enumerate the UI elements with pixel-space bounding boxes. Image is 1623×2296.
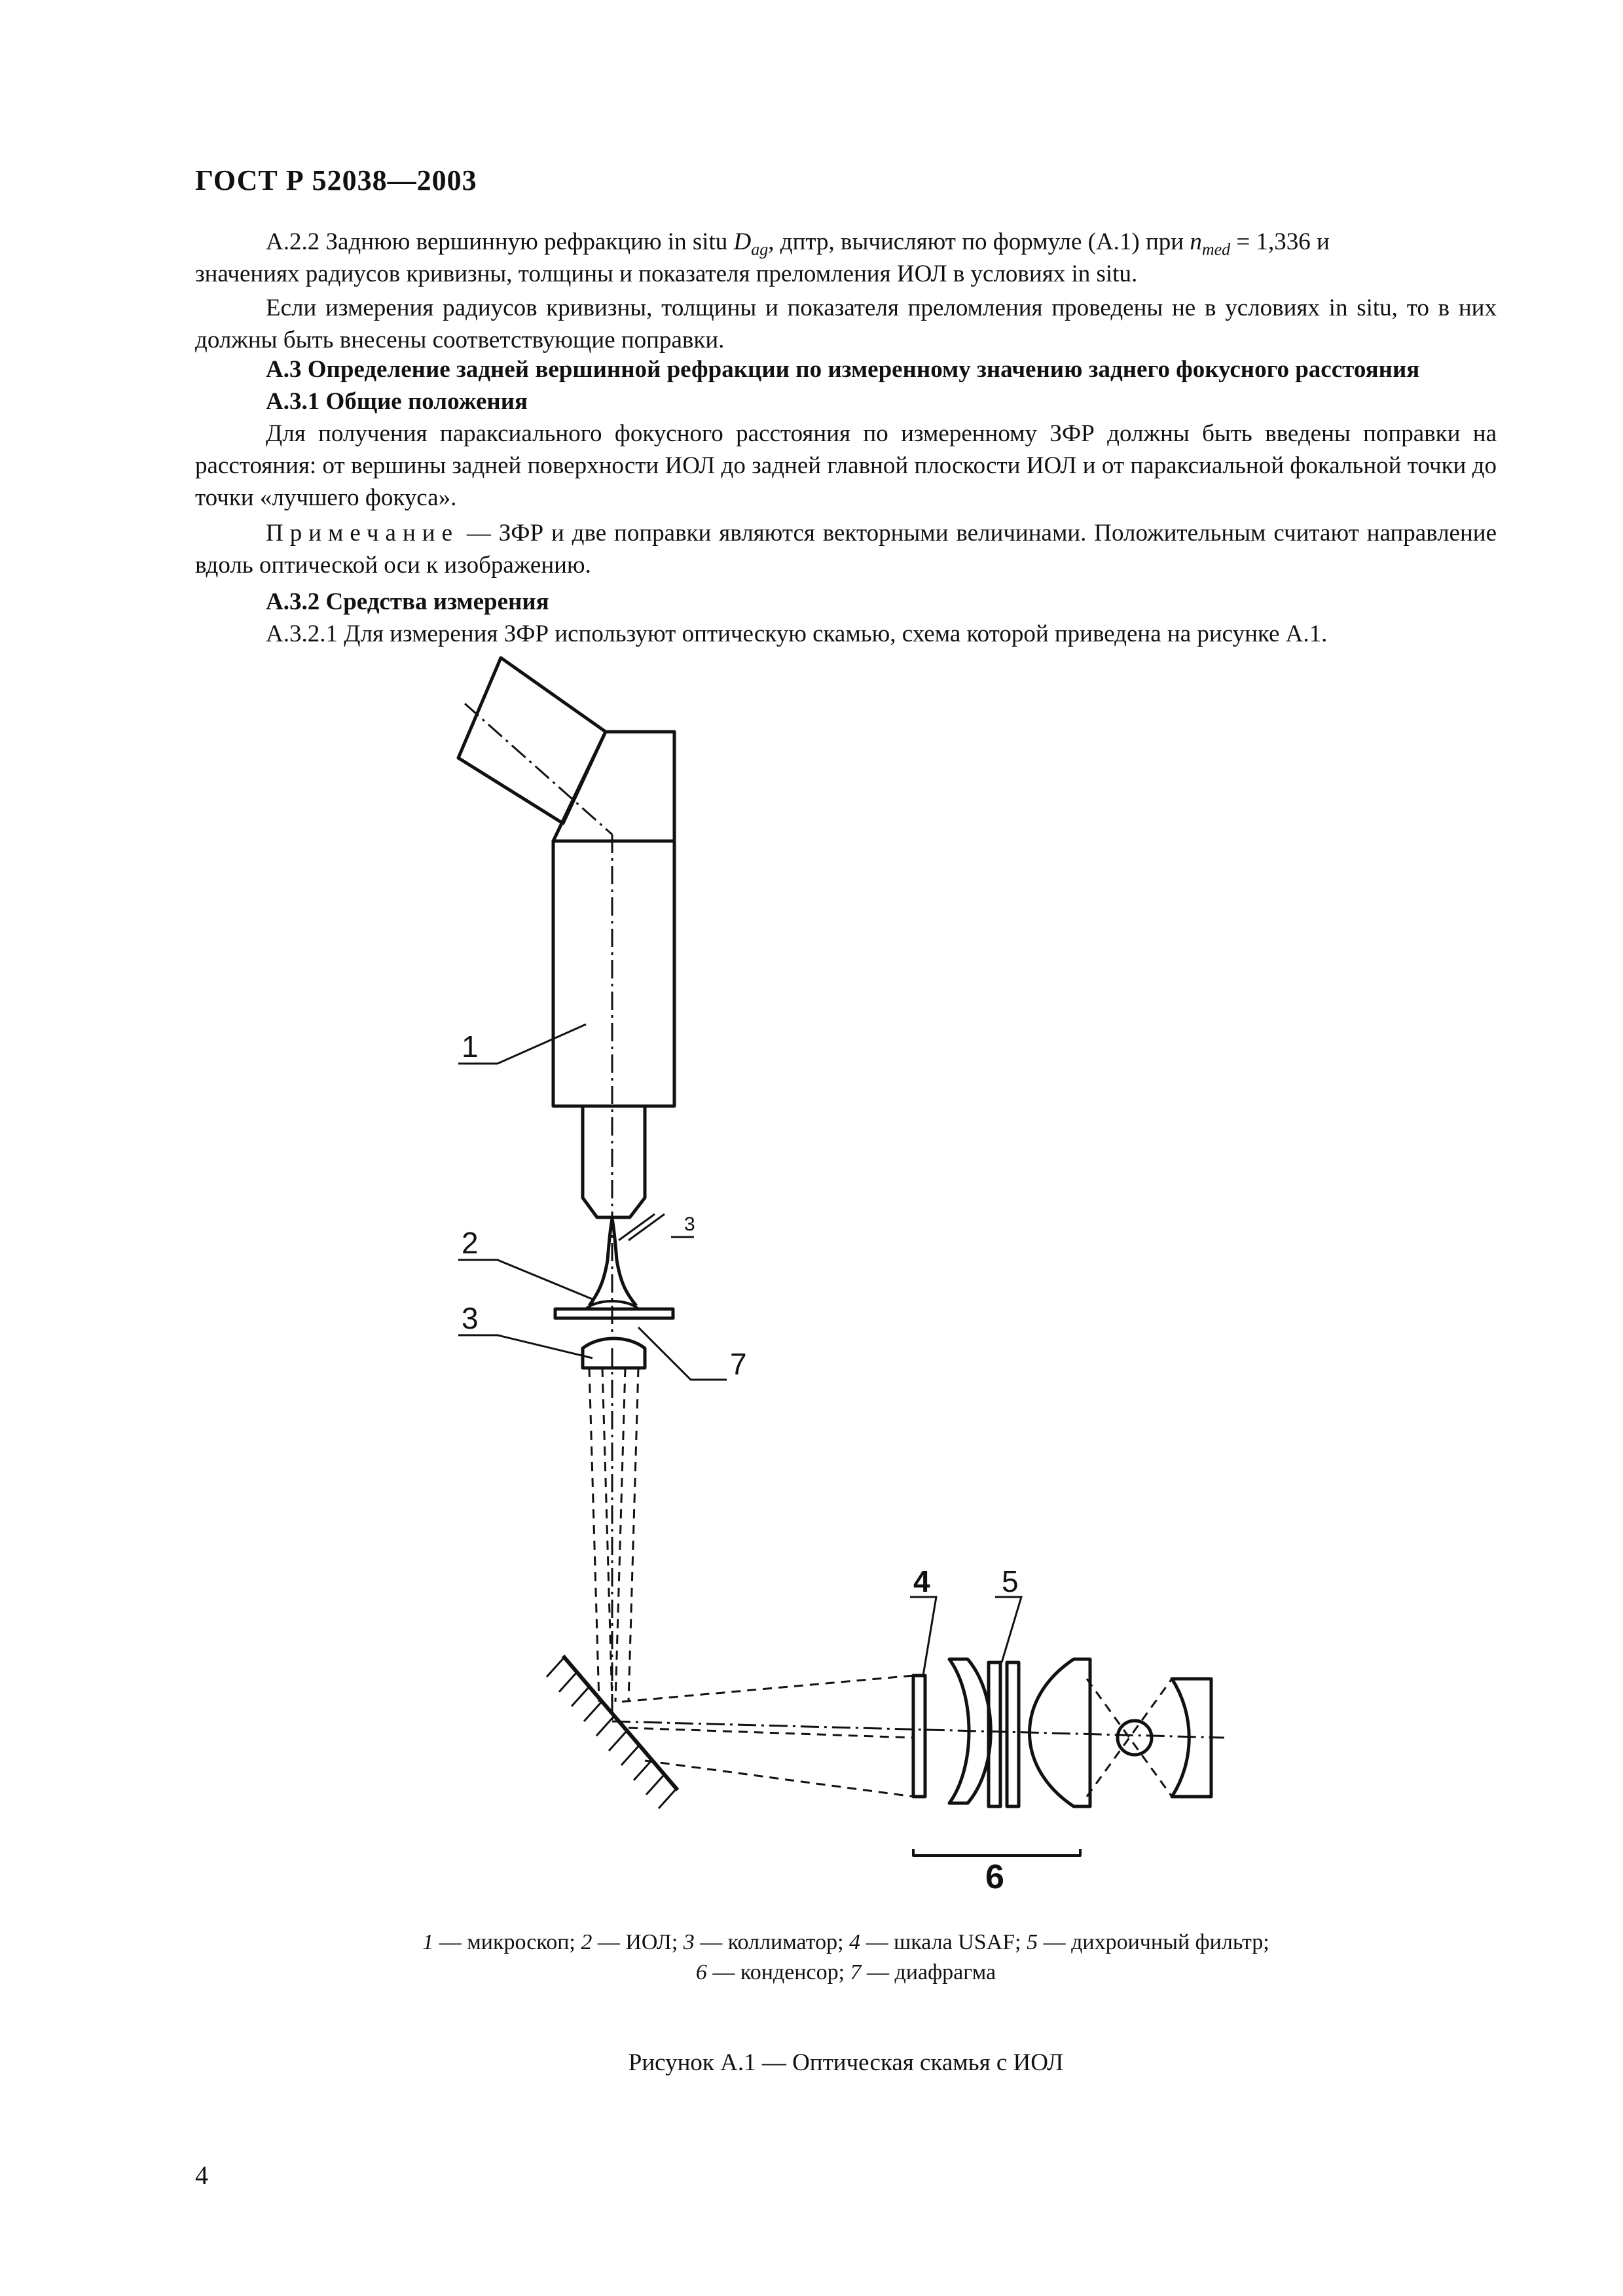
legend-text-7: — диафрагма xyxy=(861,1960,996,1984)
figure-labels xyxy=(462,1030,1019,1896)
legend-num-5: 5 xyxy=(1027,1930,1038,1954)
label-3: 3 xyxy=(462,1301,479,1335)
collimator xyxy=(583,1338,645,1368)
optical-axes xyxy=(465,704,1224,1738)
ray-paths xyxy=(589,1368,1172,1797)
label-5: 5 xyxy=(1002,1564,1019,1598)
legend-text-2: — ИОЛ; xyxy=(592,1930,684,1954)
microscope-eyepiece xyxy=(458,658,606,823)
microscope-prism-head xyxy=(553,732,674,841)
dichroic-filter-2 xyxy=(1007,1662,1019,1806)
legend-text-1: — микроскоп; xyxy=(433,1930,581,1954)
paragraph-a-2-2-text-1: А.2.2 Заднюю вершинную рефракцию in situ xyxy=(266,228,734,255)
microscope-tube xyxy=(553,841,674,1106)
legend-text-3: — коллиматор; xyxy=(694,1930,850,1954)
legend-num-1: 1 xyxy=(422,1930,434,1954)
light-source xyxy=(1118,1721,1152,1755)
legend-text-4: — шкала USAF; xyxy=(860,1930,1027,1954)
collimator-lens xyxy=(583,1338,645,1368)
label-1: 1 xyxy=(462,1030,479,1064)
section-a-3-1-heading: А.3.1 Общие положения xyxy=(266,388,528,415)
legend-num-7: 7 xyxy=(850,1960,862,1984)
section-a-3-2-heading: А.3.2 Средства измерения xyxy=(266,588,549,615)
legend-num-4: 4 xyxy=(849,1930,861,1954)
label-3-small: 3 xyxy=(684,1213,695,1235)
label-6: 6 xyxy=(985,1858,1004,1896)
paragraph-paraxial-focal: Для получения параксиального фокусного расстояния по измеренному ЗФР должны быть введены поправки на расстояния: от вершины задней поверхности ИОЛ до задней главной плоскости ИОЛ и от параксиальной фокальной точки до точки «лучшего фокуса». xyxy=(195,420,1497,511)
legend-num-2: 2 xyxy=(581,1930,593,1954)
symbol-d-subscript: ag xyxy=(751,240,769,259)
paragraph-a-2-2-text-3: = 1,336 и xyxy=(1230,228,1330,255)
leader-3-small-b xyxy=(629,1214,665,1240)
label-2: 2 xyxy=(462,1226,479,1260)
condenser-brace xyxy=(913,1849,1080,1856)
figure-title: Рисунок А.1 — Оптическая скамья с ИОЛ xyxy=(628,2049,1064,2076)
leader-7 xyxy=(638,1327,727,1380)
figure-legend-line-1 xyxy=(195,1928,1497,1958)
diaphragm-plate xyxy=(555,1309,673,1318)
symbol-n-subscript: med xyxy=(1201,240,1231,259)
paragraph-a-3-2-1: А.3.2.1 Для измерения ЗФР используют оптическую скамью, схема которой приведена на рисунке А.1. xyxy=(266,620,1328,647)
section-a-3-heading: А.3 Определение задней вершинной рефракции по измеренному значению заднего фокусного расстояния xyxy=(266,356,1420,383)
leader-4 xyxy=(910,1597,936,1676)
paragraph-a-2-2-text-2: , дптр, вычисляют по формуле (А.1) при xyxy=(768,228,1190,255)
legend-text-5: — дихроичный фильтр; xyxy=(1038,1930,1269,1954)
document-header: ГОСТ Р 52038—2003 xyxy=(195,164,477,196)
note-dash: — xyxy=(459,520,499,547)
leader-3 xyxy=(458,1335,593,1358)
paragraph-in-situ-corrections: Если измерения радиусов кривизны, толщины и показателя преломления проведены не в условиях in situ, то в них должны быть внесены соответствующие поправки. xyxy=(195,295,1497,353)
symbol-n: n xyxy=(1190,228,1202,255)
iol-stage xyxy=(555,1219,673,1318)
legend-num-3: 3 xyxy=(683,1930,695,1954)
label-7: 7 xyxy=(730,1347,747,1381)
label-4: 4 xyxy=(913,1564,930,1598)
note-label: Примечание xyxy=(266,520,459,547)
usaf-scale xyxy=(913,1676,925,1797)
leader-5 xyxy=(995,1597,1021,1662)
paragraph-a-2-2-line-2: значениях радиусов кривизны, толщины и показателя преломления ИОЛ в условиях in situ. xyxy=(195,260,1138,287)
legend-text-6: — конденсор; xyxy=(706,1960,850,1984)
leader-2 xyxy=(458,1260,593,1299)
figure-legend-line-2 xyxy=(195,1958,1497,1988)
note-text: ЗФР и две поправки являются векторными величинами. Положительным считают направление вдоль оптической оси к изображению. xyxy=(195,520,1497,579)
page-number: 4 xyxy=(195,2161,208,2190)
microscope-objective xyxy=(583,1106,645,1217)
legend-num-6: 6 xyxy=(695,1960,707,1984)
symbol-d: D xyxy=(733,228,752,255)
microscope xyxy=(458,658,674,1217)
